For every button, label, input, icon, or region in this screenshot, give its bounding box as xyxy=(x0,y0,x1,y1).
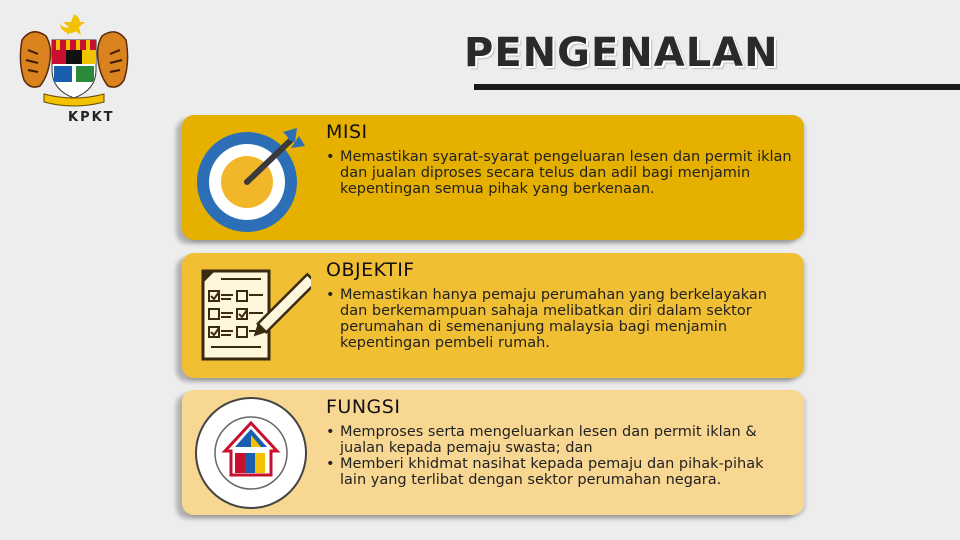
fungsi-card xyxy=(182,390,804,515)
list-item: • Memberi khidmat nasihat kepada pemaju dan pihak-pihak lain yang terlibat dengan sektor perumahan negara. xyxy=(326,456,792,488)
objektif-card xyxy=(182,253,804,378)
list-item: • Memproses serta mengeluarkan lesen dan permit iklan & jualan kepada pemaju swasta; dan xyxy=(326,424,792,456)
page-title: PENGENALAN xyxy=(464,30,779,76)
checklist-icon xyxy=(186,253,316,378)
fungsi-heading: FUNGSI xyxy=(326,396,401,418)
list-item: • Memastikan syarat-syarat pengeluaran lesen dan permit iklan dan jualan diproses secara telus dan adil bagi menjamin kepentingan semua pihak yang berkenaan. xyxy=(326,149,792,197)
target-icon xyxy=(186,115,316,240)
objektif-list xyxy=(326,287,792,351)
title-underline xyxy=(474,84,960,90)
jpn-logo xyxy=(186,390,316,515)
fungsi-list xyxy=(326,424,792,488)
objektif-heading: OBJEKTIF xyxy=(326,259,415,281)
misi-heading: MISI xyxy=(326,121,368,143)
misi-list xyxy=(326,149,792,197)
misi-card xyxy=(182,115,804,240)
kpkt-label: KPKT xyxy=(68,110,115,125)
coat-of-arms-logo xyxy=(14,10,134,125)
list-item: • Memastikan hanya pemaju perumahan yang berkelayakan dan berkemampuan sahaja melibatkan diri dalam sektor perumahan di semenanjung malaysia bagi menjamin kepentingan pembeli rumah. xyxy=(326,287,792,351)
